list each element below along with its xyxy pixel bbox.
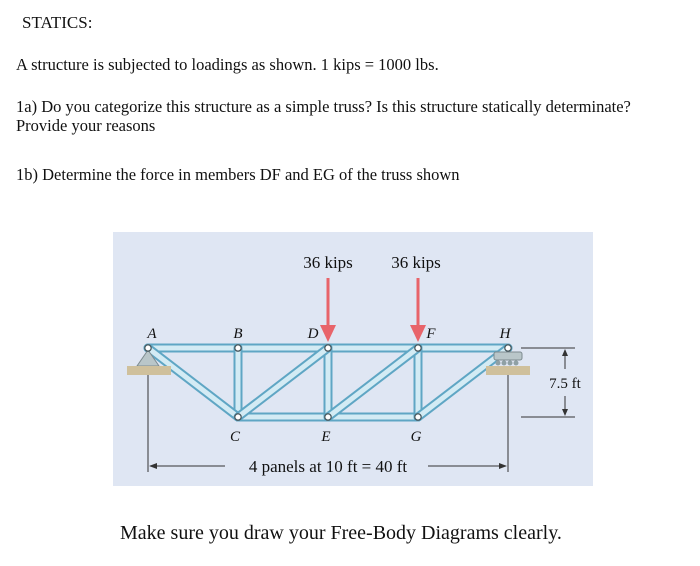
joint-F	[415, 345, 421, 351]
question-1a-line-1: 1a) Do you categorize this structure as a simple truss? Is this structure statically determinate?	[16, 97, 631, 116]
span-label: 4 panels at 10 ft = 40 ft	[248, 457, 408, 476]
joint-B	[235, 345, 241, 351]
problem-intro: A structure is subjected to loadings as shown. 1 kips = 1000 lbs.	[16, 55, 439, 74]
joint-label-F: F	[426, 326, 436, 342]
load-label-D: 36 kips	[303, 253, 353, 272]
joint-label-B: B	[233, 326, 243, 342]
height-label: 7.5 ft	[549, 376, 581, 392]
joint-C	[235, 414, 241, 420]
joint-D	[325, 345, 331, 351]
load-arrow-F	[410, 278, 426, 342]
footer-instruction: Make sure you draw your Free-Body Diagrams clearly.	[120, 522, 562, 544]
page-heading: STATICS:	[22, 13, 93, 32]
load-arrow-D	[320, 278, 336, 342]
truss-members	[148, 348, 508, 417]
joint-G	[415, 414, 421, 420]
joint-H	[505, 345, 511, 351]
load-label-F: 36 kips	[391, 253, 441, 272]
joint-A	[145, 345, 151, 351]
question-1b: 1b) Determine the force in members DF and EG of the truss shown	[16, 165, 460, 184]
joint-label-A: A	[147, 326, 157, 342]
truss-diagram	[113, 232, 593, 486]
joint-label-E: E	[321, 429, 331, 445]
question-1a-line-2: Provide your reasons	[16, 116, 156, 135]
joint-E	[325, 414, 331, 420]
truss-figure	[113, 232, 593, 486]
joint-label-C: C	[229, 429, 241, 445]
joint-label-G: G	[410, 429, 422, 445]
joint-label-H: H	[499, 326, 511, 342]
joint-label-D: D	[307, 326, 319, 342]
